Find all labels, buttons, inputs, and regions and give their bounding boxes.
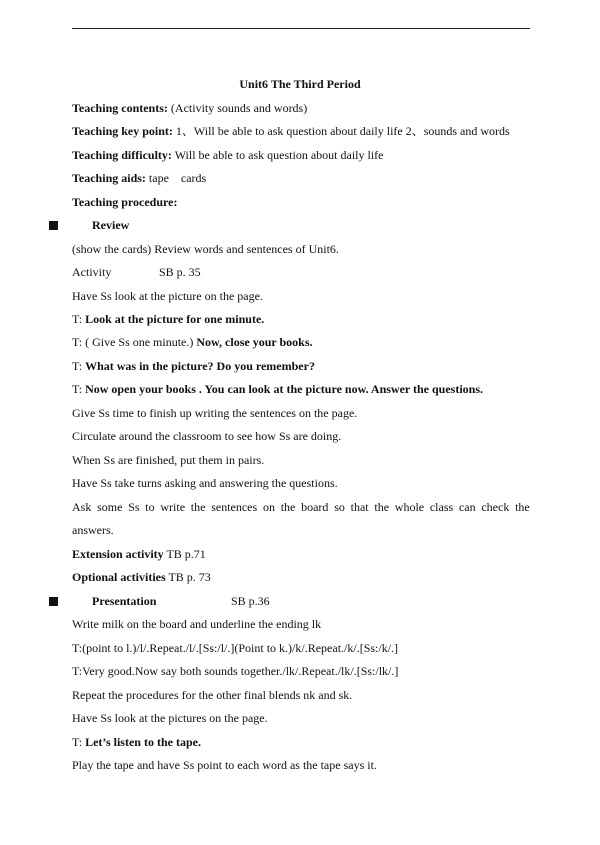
word: the [190, 500, 206, 514]
presentation-point-to: T:(point to l.)/l/.Repeat./l/.[Ss:/l/.](Point to k.)/k/.Repeat./k/.[Ss:/k/.] [72, 641, 399, 655]
word: Ask [72, 500, 92, 514]
presentation-very-good: T:Very good.Now say both sounds together./lk/.Repeat./lk/.[Ss:/lk/.] [72, 664, 399, 678]
review-look-picture: Have Ss look at the picture on the page. [72, 289, 263, 303]
presentation-look-pictures: Have Ss look at the pictures on the page. [72, 711, 268, 725]
review-answers: answers. [72, 523, 114, 537]
word: board [301, 500, 329, 514]
review-show-cards: (show the cards) Review words and sentences of Unit6. [72, 242, 339, 256]
teaching-contents-value: (Activity sounds and words) [167, 101, 308, 115]
review-activity [72, 265, 201, 279]
key-point-value: 1、Will be able to ask question about daily life 2、sounds and words [172, 124, 510, 138]
presentation-heading-row [92, 594, 270, 608]
aids-value: tape cards [145, 171, 207, 185]
t2-prefix: T: ( Give Ss one minute.) [72, 335, 197, 349]
word: to [145, 500, 155, 514]
t1-bold: Look at the picture for one minute. [85, 312, 265, 326]
word: on [262, 500, 275, 514]
presentation-t-prefix: T: [72, 735, 86, 749]
word: can [458, 500, 476, 514]
teaching-contents [72, 101, 307, 115]
word: check [481, 500, 510, 514]
word: whole [394, 500, 425, 514]
presentation-repeat: Repeat the procedures for the other final blends nk and sk. [72, 688, 353, 702]
extension-activity [72, 547, 206, 561]
extension-ref: TB p.71 [163, 547, 206, 561]
t2-bold: Now, close your books. [196, 335, 313, 349]
presentation-t-bold: Let’s listen to the tape. [85, 735, 201, 749]
review-circulate: Circulate around the classroom to see how Ss are doing. [72, 429, 342, 443]
review-t4 [72, 382, 483, 396]
bullet-square-icon [49, 597, 58, 606]
bullet-square-icon [49, 221, 58, 230]
difficulty-label: Teaching difficulty: [72, 148, 172, 162]
t4-bold: Now open your books . You can look at the picture now. Answer the questions. [85, 382, 484, 396]
review-heading: Review [92, 218, 130, 232]
activity-ref: SB p. 35 [159, 265, 201, 279]
word: so [334, 500, 345, 514]
presentation-t [72, 735, 201, 749]
word: the [374, 500, 390, 514]
review-give-time: Give Ss time to finish up writing the sentences on the page. [72, 406, 358, 420]
review-ask-some [72, 500, 530, 514]
word: class [429, 500, 454, 514]
word: the [280, 500, 296, 514]
word: that [350, 500, 369, 514]
word: Ss [128, 500, 140, 514]
presentation-write-milk: Write milk on the board and underline the ending lk [72, 617, 322, 631]
t3-prefix: T: [72, 359, 86, 373]
difficulty-value: Will be able to ask question about daily life [171, 148, 384, 162]
optional-activities [72, 570, 211, 584]
review-t1 [72, 312, 264, 326]
presentation-ref: SB p.36 [231, 594, 270, 608]
optional-ref: TB p. 73 [165, 570, 211, 584]
teaching-contents-label: Teaching contents: [72, 101, 168, 115]
teaching-aids [72, 171, 206, 185]
review-turns: Have Ss take turns asking and answering the questions. [72, 476, 338, 490]
optional-label: Optional activities [72, 570, 166, 584]
key-point-label: Teaching key point: [72, 124, 173, 138]
teaching-difficulty [72, 148, 384, 162]
presentation-play-tape: Play the tape and have Ss point to each word as the tape says it. [72, 758, 377, 772]
review-pairs: When Ss are finished, put them in pairs. [72, 453, 265, 467]
aids-label: Teaching aids: [72, 171, 146, 185]
word: some [97, 500, 123, 514]
word: write [160, 500, 186, 514]
teaching-procedure-label: Teaching procedure: [72, 195, 178, 209]
review-t3 [72, 359, 315, 373]
t4-prefix: T: [72, 382, 86, 396]
activity-label: Activity [72, 265, 112, 279]
word: the [515, 500, 530, 514]
header-rule [72, 28, 530, 29]
teaching-key-point [72, 124, 510, 138]
word: sentences [211, 500, 258, 514]
review-t2 [72, 335, 313, 349]
t3-bold: What was in the picture? Do you remember? [85, 359, 315, 373]
extension-label: Extension activity [72, 547, 164, 561]
t1-prefix: T: [72, 312, 86, 326]
page-title: Unit6 The Third Period [239, 77, 361, 91]
presentation-heading: Presentation [92, 594, 157, 608]
